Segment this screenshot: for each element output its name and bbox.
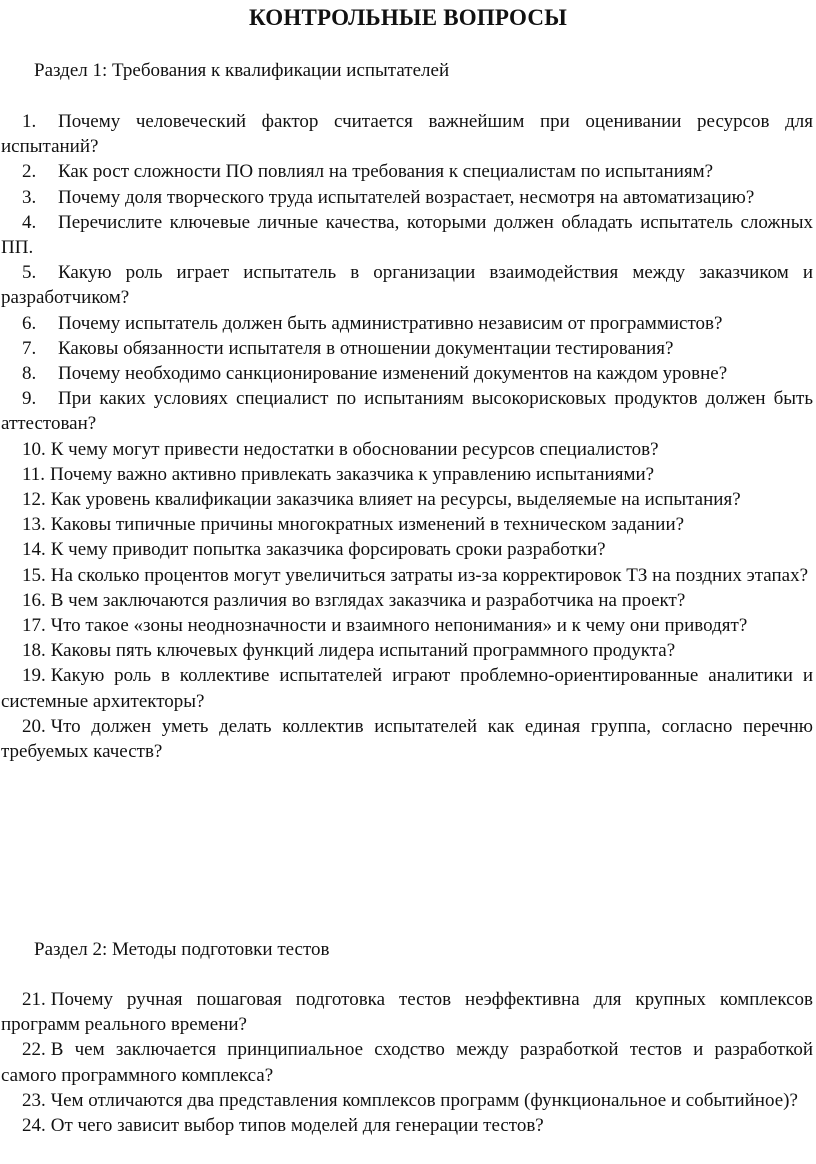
question-item: 15. На сколько процентов могут увеличиться затраты из-за корректировок ТЗ на поздних этапах? bbox=[22, 564, 809, 586]
question-item: 19. Какую роль в коллективе испытателей играют проблемно-ориентированные аналитики и системные архитекторы? bbox=[1, 665, 813, 712]
question-item: 21. Почему ручная пошаговая подготовка тестов неэффективна для крупных комплексов программ реального времени? bbox=[1, 989, 813, 1036]
question-item: 11. Почему важно активно привлекать заказчика к управлению испытаниями? bbox=[22, 463, 655, 485]
question-item: 12. Как уровень квалификации заказчика влияет на ресурсы, выделяемые на испытания? bbox=[22, 489, 741, 511]
question-item: 9. При каких условиях специалист по испытаниям высокорисковых продуктов должен быть аттестован? bbox=[1, 388, 813, 435]
question-item: 13. Каковы типичные причины многократных изменений в техническом задании? bbox=[22, 514, 685, 536]
question-item: 2. Как рост сложности ПО повлиял на требования к специалистам по испытаниям? bbox=[22, 161, 714, 183]
page-title: КОНТРОЛЬНЫЕ ВОПРОСЫ bbox=[249, 5, 567, 30]
question-item: 24. От чего зависит выбор типов моделей для генерации тестов? bbox=[22, 1115, 544, 1137]
question-item: 8. Почему необходимо санкционирование изменений документов на каждом уровне? bbox=[22, 363, 728, 385]
question-item: 1. Почему человеческий фактор считается важнейшим при оценивании ресурсов для испытаний? bbox=[1, 111, 813, 158]
question-item: 16. В чем заключаются различия во взглядах заказчика и разработчика на проект? bbox=[22, 589, 686, 611]
question-item: 3. Почему доля творческого труда испытателей возрастает, несмотря на автоматизацию? bbox=[22, 186, 755, 208]
question-item: 18. Каковы пять ключевых функций лидера испытаний программного продукта? bbox=[22, 640, 676, 662]
question-item: 22. В чем заключается принципиальное сходство между разработкой тестов и разработкой самого программного комплекса? bbox=[1, 1039, 813, 1086]
section-heading-1: Раздел 1: Требования к квалификации испытателей bbox=[34, 60, 450, 81]
question-item: 4. Перечислите ключевые личные качества, которыми должен обладать испытатель сложных ПП. bbox=[1, 211, 813, 259]
question-item: 23. Чем отличаются два представления комплексов программ (функциональное и событийное)? bbox=[22, 1089, 798, 1111]
question-item: 17. Что такое «зоны неоднозначности и взаимного непонимания» и к чему они приводят? bbox=[22, 615, 748, 637]
question-item: 7. Каковы обязанности испытателя в отношении документации тестирования? bbox=[22, 337, 674, 359]
question-item: 10. К чему могут привести недостатки в обосновании ресурсов специалистов? bbox=[22, 438, 659, 460]
section-heading-2: Раздел 2: Методы подготовки тестов bbox=[34, 939, 330, 960]
question-item: 6. Почему испытатель должен быть административно независим от программистов? bbox=[22, 312, 723, 334]
question-list-1 bbox=[1, 109, 813, 764]
question-list-2 bbox=[1, 987, 813, 1138]
question-item: 14. К чему приводит попытка заказчика форсировать сроки разработки? bbox=[22, 539, 606, 561]
question-item: 5. Какую роль играет испытатель в организации взаимодействия между заказчиком и разработчиком? bbox=[1, 262, 813, 309]
question-item: 20. Что должен уметь делать коллектив испытателей как единая группа, согласно перечню требуемых качеств? bbox=[1, 715, 813, 763]
